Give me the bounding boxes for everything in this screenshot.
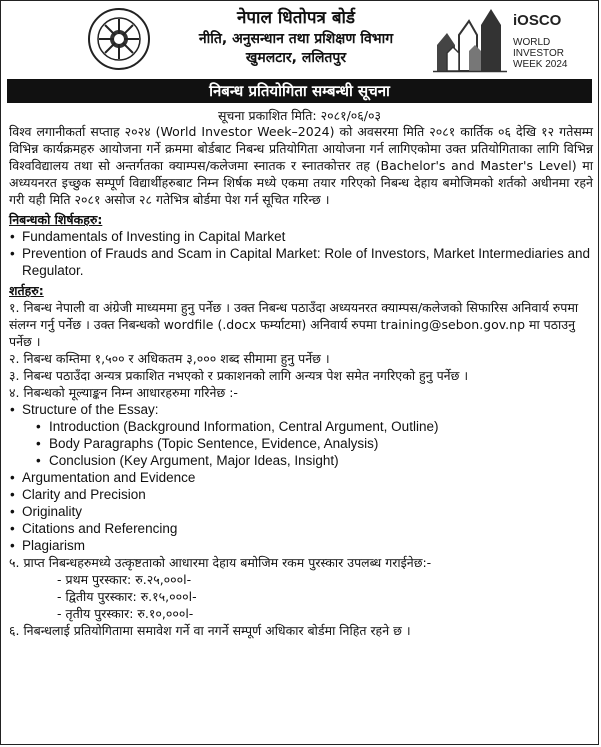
world-investor-week-logo: [433, 5, 597, 73]
criteria-item: • Plagiarism: [9, 537, 593, 554]
org-address: खुमलटार, ललितपुर: [245, 50, 347, 66]
condition-5: ५. प्राप्त निबन्धहरुमध्ये उत्कृष्टताको आधारमा देहाय बमोजिम रकम पुरस्कार उपलब्ध गराईनेछ:-: [9, 555, 432, 570]
logo-line3: WEEK 2024: [513, 59, 568, 70]
condition-1: १. निबन्ध नेपाली वा अंग्रेजी माध्यममा हुनु पर्नेछ । उक्त निबन्ध पठाउँदा अध्ययनरत क्याम्पस/कलेजको सिफारिस अनिवार्य रुपमा संलग्न गर्नु पर्नेछ । उक्त निबन्धको wordfile (.docx फर्म्याटमा) अनिवार्य रुपमा training@sebon.gov.np मा पठाउनु पर्नेछ ।: [9, 300, 579, 349]
criteria-sub-item: • Body Paragraphs (Topic Sentence, Evidence, Analysis): [9, 435, 593, 452]
topic-item: • Prevention of Frauds and Scam in Capital Market: Role of Investors, Market Intermediaries and Regulator.: [9, 245, 593, 279]
letterhead: [1, 1, 598, 79]
condition-4: ४. निबन्धको मूल्याङ्कन निम्न आधारहरुमा गरिनेछ :-: [9, 385, 238, 400]
condition-6: ६. निबन्धलाई प्रतियोगितामा समावेश गर्ने वा नगर्ने सम्पूर्ण अधिकार बोर्डमा निहित रहने छ ।: [9, 623, 411, 638]
iosco-text: iOSCO: [513, 12, 562, 29]
department-name: नीति, अनुसन्धान तथा प्रशिक्षण विभाग: [198, 31, 394, 47]
topics-heading: निबन्धको शिर्षकहरु:: [9, 212, 103, 227]
criteria-item: • Argumentation and Evidence: [9, 469, 593, 486]
condition-3: ३. निबन्ध पठाउँदा अन्यत्र प्रकाशित नभएको र प्रकाशनको लागि अन्यत्र पेश समेत नगरिएको हुनु पर्नेछ ।: [9, 368, 469, 383]
topic-item: • Fundamentals of Investing in Capital Market: [9, 228, 593, 245]
conditions-heading: शर्तहरु:: [9, 283, 44, 298]
sebon-seal-logo: [87, 7, 151, 71]
prize-item: - द्वितीय पुरस्कार: रु.१५,०००l-: [57, 589, 197, 604]
organization-block: [161, 7, 431, 68]
criteria-item: • Originality: [9, 503, 593, 520]
logo-line2: INVESTOR: [513, 48, 564, 59]
org-name: नेपाल धितोपत्र बोर्ड: [236, 8, 356, 28]
prize-item: - तृतीय पुरस्कार: रु.१०,०००l-: [57, 606, 194, 621]
criteria-structure: • Structure of the Essay:: [9, 401, 593, 418]
criteria-sub-item: • Introduction (Background Information, Central Argument, Outline): [9, 418, 593, 435]
intro-paragraph: विश्व लगानीकर्ता सप्ताह २०२४ (World Investor Week–2024) को अवसरमा मिति २०८१ कार्तिक ०६ देखि १२ गतेसम्म विभिन्न कार्यक्रमहरु आयोजना गर्ने क्रममा बोर्डबाट निबन्ध प्रतियोगिता आयोजना गर्न लागिएकोमा उक्त प्रतियोगिताका लागि विभिन्न विश्वविद्यालय तथा सो अन्तर्गतका क्याम्पस/कलेजमा स्नातक र स्नातकोत्तर तह (Bachelor's and Master's Level) मा अध्ययनरत इच्छुक सम्पूर्ण विद्यार्थीहरुबाट निम्न शिर्षक मध्ये एकमा तयार गरिएको निबन्ध देहाय बमोजिमको शर्तको अधीनमा रहने गरी यही मिति २०८१ असोज २८ गतेभित्र बोर्डमा पेश गर्न सूचित गरिन्छ ।: [9, 124, 593, 207]
publish-date: सूचना प्रकाशित मिति: २०८१/०६/०३: [217, 108, 381, 123]
prize-item: - प्रथम पुरस्कार: रु.२५,०००l-: [57, 572, 192, 587]
criteria-item: • Citations and Referencing: [9, 520, 593, 537]
logo-line1: WORLD: [513, 37, 551, 48]
notice-body: [9, 123, 593, 639]
criteria-sub-item: • Conclusion (Key Argument, Major Ideas, Insight): [9, 452, 593, 469]
criteria-item: • Clarity and Precision: [9, 486, 593, 503]
notice-title-banner: निबन्ध प्रतियोगिता सम्बन्धी सूचना: [7, 79, 592, 103]
condition-2: २. निबन्ध कम्तिमा १,५०० र अधिकतम ३,००० शब्द सीमामा हुनु पर्नेछ ।: [9, 351, 330, 366]
